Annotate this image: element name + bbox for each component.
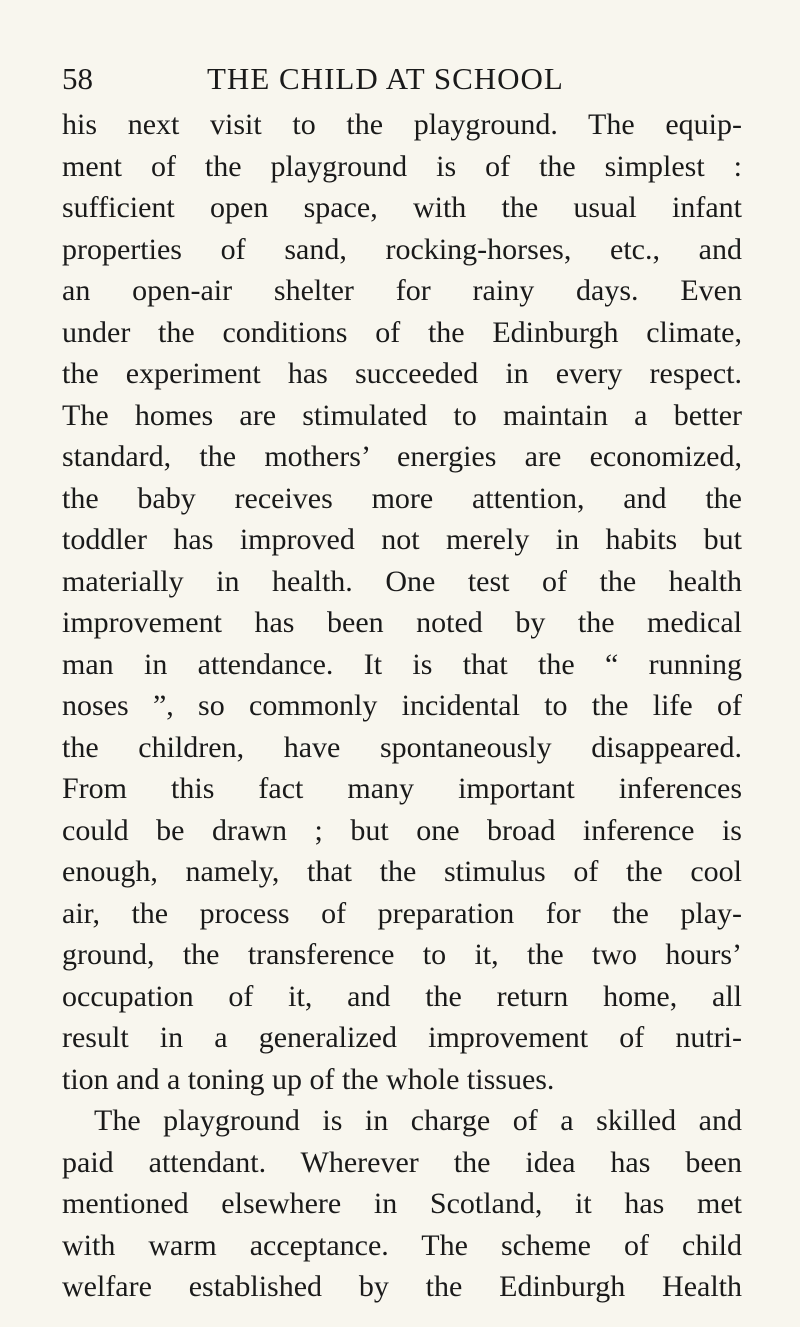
text-line: enough, namely, that the stimulus of the cool <box>62 855 742 888</box>
text-line: From this fact many important inferences <box>62 772 742 805</box>
text-line: noses ”, so commonly incidental to the life of <box>62 689 742 722</box>
text-line: an open-air shelter for rainy days. Even <box>62 274 742 307</box>
text-line: could be drawn ; but one broad inference is <box>62 813 742 847</box>
text-line: mentioned elsewhere in Scotland, it has met <box>62 1187 742 1220</box>
text-line: welfare established by the Edinburgh Health <box>62 1270 742 1303</box>
text-line: paid attendant. Wherever the idea has been <box>62 1145 742 1179</box>
text-line: toddler has improved not merely in habits but <box>62 523 742 556</box>
body-text <box>62 104 742 1308</box>
text-line: improvement has been noted by the medical <box>62 606 742 639</box>
text-line: under the conditions of the Edinburgh climate, <box>62 315 742 349</box>
text-line: materially in health. One test of the health <box>62 564 742 598</box>
text-line: The homes are stimulated to maintain a better <box>62 398 742 432</box>
text-line: ground, the transference to it, the two hours’ <box>62 938 742 971</box>
text-line: the baby receives more attention, and the <box>62 481 742 515</box>
text-line: sufficient open space, with the usual infant <box>62 191 742 224</box>
text-line: result in a generalized improvement of nutri- <box>62 1021 742 1054</box>
paragraph-end-line: tion and a toning up of the whole tissues. <box>62 1062 555 1096</box>
text-line: standard, the mothers’ energies are economized, <box>62 440 742 473</box>
text-line: ment of the playground is of the simplest : <box>62 149 742 183</box>
text-line: man in attendance. It is that the “ running <box>62 647 742 681</box>
running-title: THE CHILD AT SCHOOL <box>207 61 564 96</box>
running-head <box>62 58 742 98</box>
text-line: with warm acceptance. The scheme of child <box>62 1228 742 1262</box>
text-line: occupation of it, and the return home, all <box>62 979 742 1013</box>
text-line: the children, have spontaneously disappeared. <box>62 730 742 764</box>
text-line: air, the process of preparation for the play- <box>62 896 742 930</box>
text-line: the experiment has succeeded in every respect. <box>62 357 742 390</box>
paragraph-start-line: The playground is in charge of a skilled and <box>94 1104 742 1137</box>
text-line: properties of sand, rocking-horses, etc., and <box>62 232 742 266</box>
page-number: 58 <box>62 61 93 96</box>
text-line: his next visit to the playground. The equip- <box>62 108 742 141</box>
